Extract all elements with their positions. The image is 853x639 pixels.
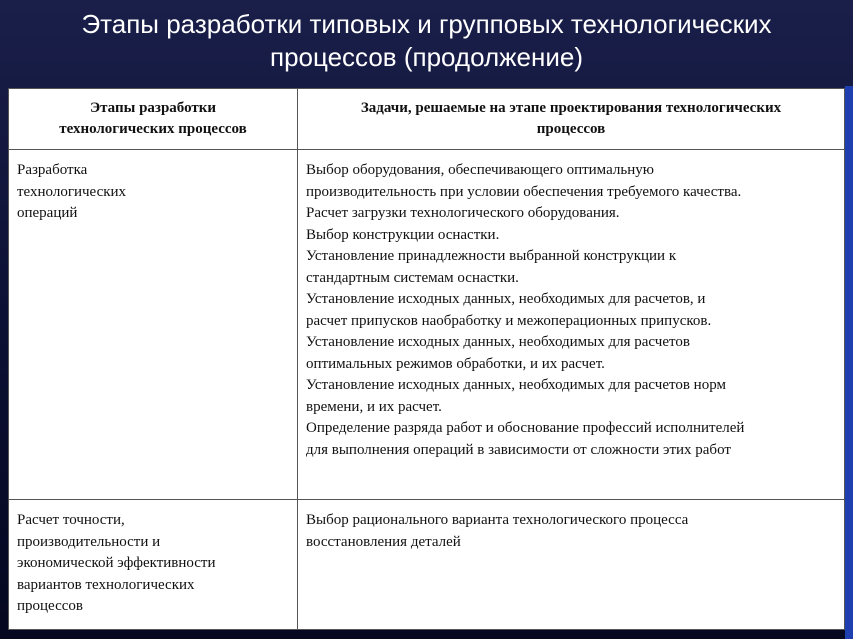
- decorative-band: [845, 86, 853, 639]
- header-stages: [9, 89, 298, 150]
- cell-line: экономической эффективности: [17, 555, 216, 571]
- tasks-cell: [298, 500, 845, 630]
- cell-line: Установление исходных данных, необходимых для расчетов, и: [306, 291, 706, 307]
- header-line: Этапы разработки: [89, 99, 217, 116]
- cell-line: вариантов технологических: [17, 576, 195, 593]
- cell-line: Установление исходных данных, необходимых для расчетов норм: [306, 377, 726, 393]
- stages-table: [8, 88, 845, 630]
- cell-line: процессов: [17, 598, 83, 614]
- stage-cell: [9, 150, 298, 500]
- cell-line: Расчет точности,: [17, 512, 125, 528]
- header-tasks: [298, 89, 845, 150]
- header-line: процессов: [536, 121, 606, 137]
- stage-cell: [9, 500, 298, 630]
- cell-line: расчет припусков наобработку и межоперационных припусков.: [306, 312, 712, 329]
- cell-line: технологических: [17, 183, 127, 200]
- cell-line: Разработка: [17, 162, 88, 178]
- cell-line: Выбор рационального варианта технологического процесса: [306, 512, 689, 528]
- table-row: [9, 500, 845, 630]
- cell-line: Выбор конструкции оснастки.: [306, 226, 500, 243]
- cell-line: для выполнения операций в зависимости от сложности этих работ: [306, 441, 731, 458]
- cell-line: Выбор оборудования, обеспечивающего оптимальную: [306, 162, 654, 178]
- slide-title: [0, 8, 853, 74]
- cell-line: Установление исходных данных, необходимых для расчетов: [306, 334, 690, 350]
- cell-line: производительность при условии обеспечения требуемого качества.: [306, 183, 742, 200]
- cell-line: Установление принадлежности выбранной конструкции к: [306, 248, 677, 264]
- title-line: процессов (продолжение): [269, 42, 583, 72]
- header-line: Задачи, решаемые на этапе проектирования технологических: [360, 99, 782, 116]
- table-row: [9, 150, 845, 500]
- cell-line: производительности и: [17, 533, 161, 550]
- cell-line: стандартным системам оснастки.: [306, 269, 519, 286]
- cell-line: Расчет загрузки технологического оборудования.: [306, 205, 620, 221]
- header-line: технологических процессов: [59, 121, 247, 137]
- cell-line: Определение разряда работ и обоснование профессий исполнителей: [306, 420, 745, 436]
- table-header-row: [9, 89, 845, 150]
- tasks-cell: [298, 150, 845, 500]
- cell-line: восстановления деталей: [306, 533, 461, 550]
- title-line: Этапы разработки типовых и групповых технологических: [81, 9, 772, 39]
- cell-line: операций: [17, 205, 78, 221]
- cell-line: оптимальных режимов обработки, и их расчет.: [306, 355, 605, 372]
- cell-line: времени, и их расчет.: [306, 398, 442, 415]
